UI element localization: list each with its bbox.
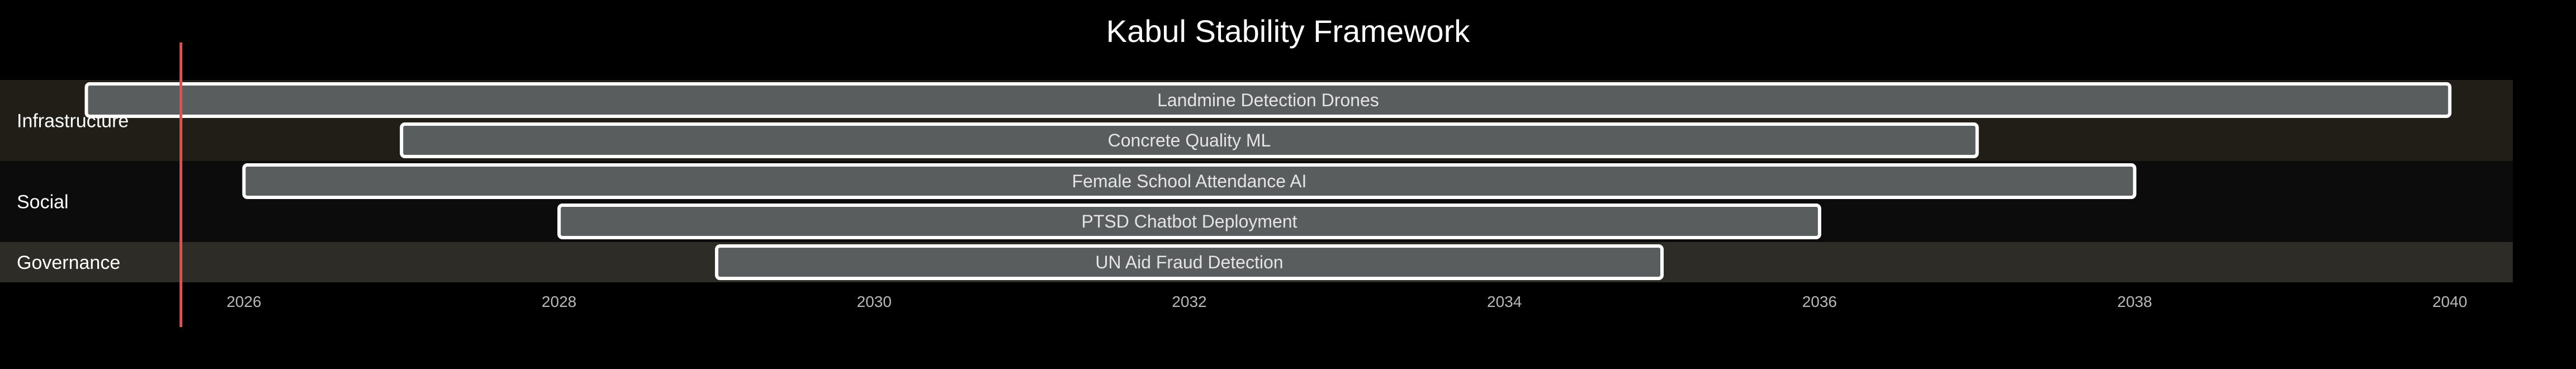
x-tick-label: 2026 [226, 293, 262, 310]
x-axis-ticks [226, 293, 2467, 310]
x-tick-label: 2036 [1802, 293, 1838, 310]
lane-label: Governance [17, 252, 121, 273]
x-tick-label: 2040 [2432, 293, 2468, 310]
lane-label: Social [17, 191, 69, 213]
chart-title: Kabul Stability Framework [1106, 13, 1470, 49]
lane-label: Infrastructure [17, 110, 129, 132]
task-bar-label: PTSD Chatbot Deployment [1081, 211, 1298, 231]
x-tick-label: 2030 [856, 293, 892, 310]
task-bar-label: UN Aid Fraud Detection [1095, 252, 1284, 272]
x-tick-label: 2032 [1172, 293, 1207, 310]
task-bar-label: Landmine Detection Drones [1157, 90, 1379, 110]
x-tick-label: 2034 [1487, 293, 1522, 310]
task-bar-label: Concrete Quality ML [1107, 130, 1271, 150]
task-bar-label: Female School Attendance AI [1072, 171, 1307, 191]
x-tick-label: 2028 [541, 293, 577, 310]
x-tick-label: 2038 [2117, 293, 2152, 310]
